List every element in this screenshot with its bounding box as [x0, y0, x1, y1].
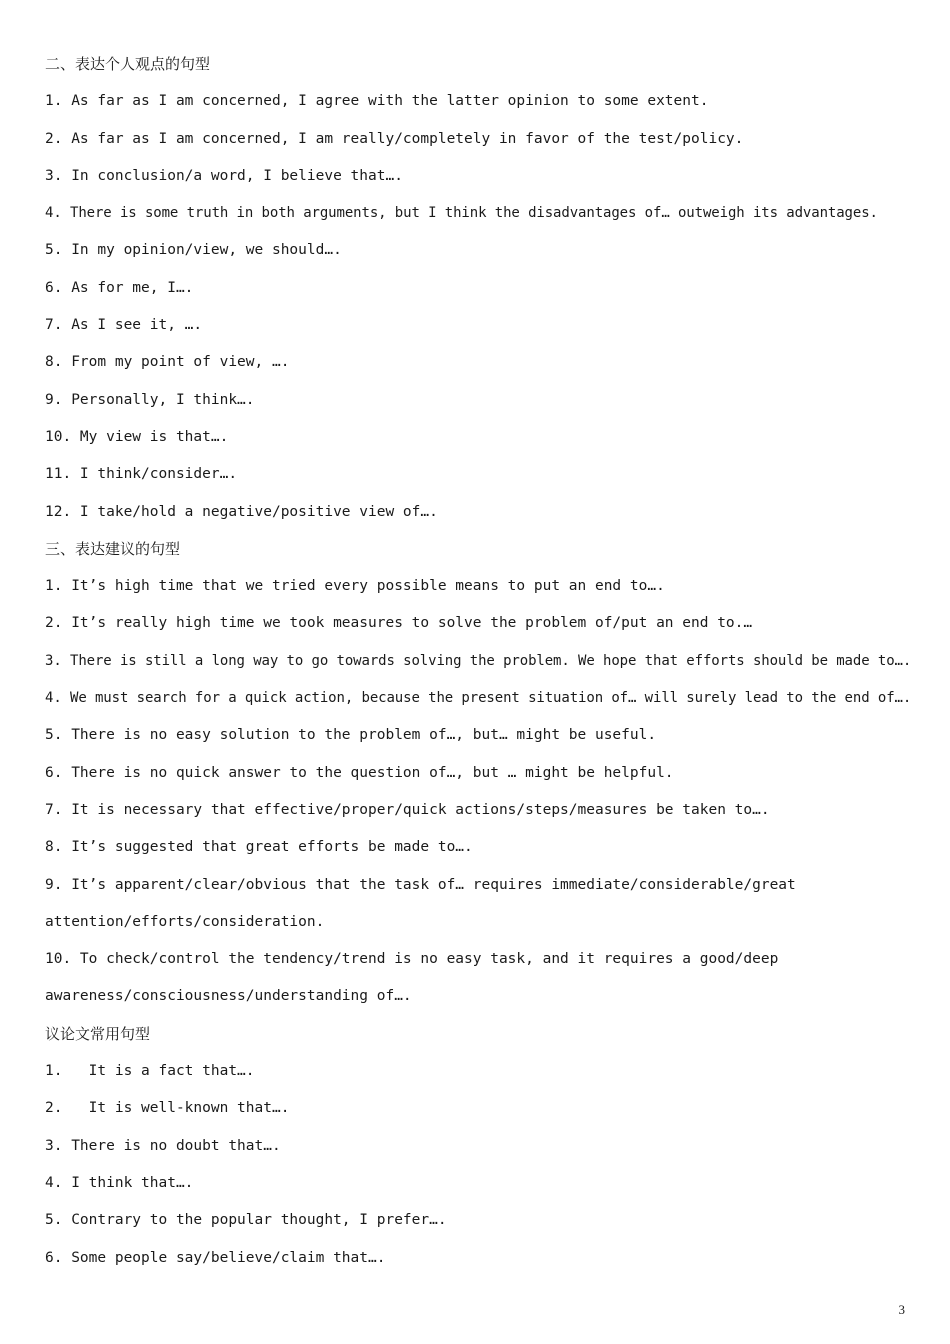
- list-item: 2. It is well-known that….: [45, 1100, 290, 1117]
- list-item: 3. There is no doubt that….: [45, 1137, 281, 1154]
- list-item: 2. It’s really high time we took measures to solve the problem of/put an end to.…: [45, 615, 753, 632]
- list-item: 10. My view is that….: [45, 428, 229, 445]
- list-item: 10. To check/control the tendency/trend is no easy task, and it requires a good/deep: [45, 951, 779, 968]
- list-item: 3. In conclusion/a word, I believe that….: [45, 167, 403, 184]
- section-heading-personal-opinion: 二、表达个人观点的句型: [45, 55, 211, 73]
- list-item: 9. It’s apparent/clear/obvious that the task of… requires immediate/considerable/great: [45, 876, 796, 893]
- list-item: 3. There is still a long way to go towards solving the problem. We hope that efforts should be made to….: [45, 652, 912, 669]
- list-item-continuation: attention/efforts/consideration.: [45, 913, 325, 930]
- list-item: 8. From my point of view, ….: [45, 354, 290, 371]
- list-item: 12. I take/hold a negative/positive view of….: [45, 503, 438, 520]
- list-item: 5. Contrary to the popular thought, I prefer….: [45, 1212, 447, 1229]
- list-item: 1. It is a fact that….: [45, 1063, 255, 1080]
- page-number: 3: [898, 1302, 905, 1317]
- list-item: 5. There is no easy solution to the problem of…, but… might be useful.: [45, 727, 657, 744]
- list-item: 11. I think/consider….: [45, 466, 238, 483]
- list-item: 1. It’s high time that we tried every possible means to put an end to….: [45, 578, 665, 595]
- list-item: 2. As far as I am concerned, I am really/completely in favor of the test/policy.: [45, 130, 744, 147]
- list-item: 7. It is necessary that effective/proper/quick actions/steps/measures be taken to….: [45, 801, 770, 818]
- section-heading-suggestion: 三、表达建议的句型: [45, 539, 181, 558]
- list-item: 6. Some people say/believe/claim that….: [45, 1249, 386, 1266]
- section-heading-argumentative: 议论文常用句型: [45, 1024, 151, 1043]
- list-item: 4. There is some truth in both arguments, but I think the disadvantages of… outweigh its advantages.: [45, 205, 878, 222]
- list-item-continuation: awareness/consciousness/understanding of….: [45, 988, 412, 1005]
- list-item: 6. As for me, I….: [45, 279, 194, 296]
- list-item: 4. I think that….: [45, 1174, 194, 1191]
- list-item: 7. As I see it, ….: [45, 317, 203, 334]
- list-item: 1. As far as I am concerned, I agree with the latter opinion to some extent.: [45, 93, 709, 110]
- list-item: 8. It’s suggested that great efforts be made to….: [45, 839, 473, 856]
- list-item: 5. In my opinion/view, we should….: [45, 242, 342, 259]
- document-page: [45, 49, 915, 1280]
- list-item: 4. We must search for a quick action, because the present situation of… will surely lead to the end of….: [45, 690, 912, 707]
- list-item: 6. There is no quick answer to the question of…, but … might be helpful.: [45, 764, 674, 781]
- list-item: 9. Personally, I think….: [45, 391, 255, 408]
